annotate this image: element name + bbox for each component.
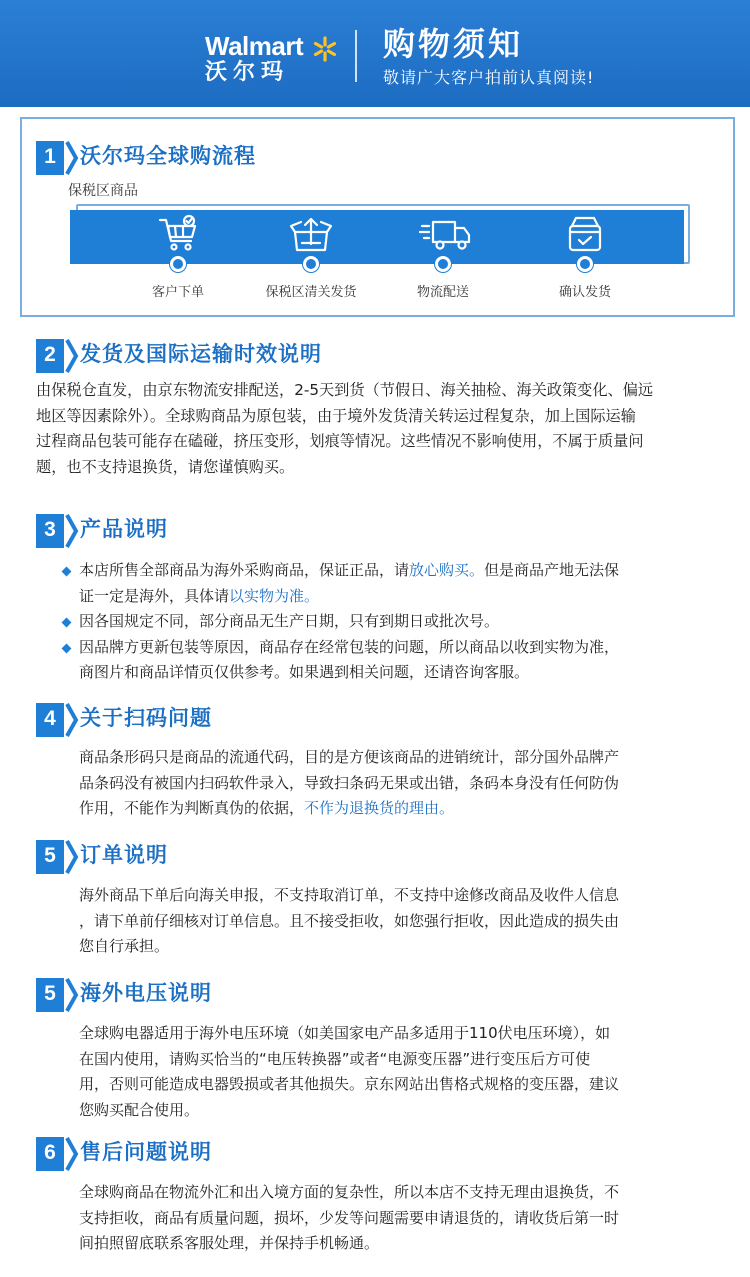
text-line: 全球购电器适用于海外电压环境（如美国家电产品多适用于110伏电压环境），如	[79, 1024, 611, 1042]
text-line: 间拍照留底联系客服处理，并保持手机畅通。	[79, 1234, 380, 1252]
section-number: 1	[44, 145, 56, 168]
section-title: 产品说明	[80, 517, 168, 541]
header-title-box	[383, 24, 594, 90]
bullet-item	[79, 609, 729, 635]
flow-step-label: 保税区清关发货	[265, 285, 357, 300]
page-header	[0, 0, 750, 107]
text-line: 您自行承担。	[79, 937, 170, 955]
package-check-icon	[563, 214, 607, 254]
walmart-spark-icon	[312, 36, 338, 62]
walmart-logo	[205, 33, 303, 85]
text-line: 品条码没有被国内扫码软件录入，导致扫条码无果或出错，条码本身没有任何防伪	[79, 773, 620, 792]
highlight-text: 放心购买。	[409, 561, 485, 579]
bullet-item	[79, 558, 729, 609]
shipping-paragraph	[36, 378, 726, 480]
brand-cn: 沃尔玛	[205, 60, 290, 85]
text-line: 因品牌方更新包装等原因，商品存在经常包装的问题，所以商品以收到实物为准，	[79, 637, 620, 656]
box-upload-icon	[289, 214, 333, 254]
header-divider	[355, 30, 357, 82]
brand-en: Walmart	[205, 31, 304, 61]
text-line: 因各国规定不同，部分商品无生产日期，只有到期日或批次号。	[79, 612, 500, 630]
flow-step-dot	[577, 256, 593, 272]
highlight-text: 以实物为准。	[229, 586, 320, 605]
text-line: 过程商品包装可能存在磕碰，挤压变形，划痕等情况。这些情况不影响使用，不属于质量问	[36, 432, 644, 450]
bullet-item	[79, 635, 729, 686]
text-line: 您购买配合使用。	[79, 1100, 200, 1119]
after-sales-paragraph	[79, 1180, 729, 1257]
text-line: 本店所售全部商品为海外采购商品，保证正品，请放心购买。但是商品产地无法保	[79, 561, 620, 579]
text-line: ，请下单前仔细核对订单信息。且不接受拒收，如您强行拒收，因此造成的损失由	[79, 911, 620, 930]
text-line: 支持拒收，商品有质量问题，损坏，少发等问题需要申请退货的，请收货后第一时	[79, 1208, 620, 1227]
text-line: 由保税仓直发，由京东物流安排配送，2-5天到货（节假日、海关抽检、海关政策变化、偏远	[36, 381, 654, 399]
section-number: 6	[44, 1141, 56, 1164]
text-line: 用，否则可能造成电器毁损或者其他损失。京东网站出售格式规格的变压器，建议	[79, 1075, 620, 1093]
text-line: 作用，不能作为判断真伪的依据，不作为退换货的理由。	[79, 799, 455, 817]
text-line: 题，也不支持退换货，请您谨慎购买。	[36, 457, 295, 476]
bonded-goods-label: 保税区商品	[68, 183, 138, 199]
section-title: 海外电压说明	[80, 981, 212, 1005]
cart-icon	[157, 214, 201, 254]
truck-icon	[419, 214, 473, 254]
bullet-diamond-icon	[62, 618, 72, 628]
section-title: 售后问题说明	[80, 1140, 212, 1164]
flow-step-label: 客户下单	[151, 285, 205, 300]
flow-step-label: 物流配送	[416, 285, 470, 300]
section-title: 发货及国际运输时效说明	[80, 342, 322, 366]
bullet-diamond-icon	[62, 567, 72, 577]
highlight-text: 不作为退换货的理由。	[304, 799, 455, 817]
product-notes	[79, 558, 729, 686]
flow-step-dot	[303, 256, 319, 272]
section-number: 3	[44, 518, 56, 541]
flow-step-dot	[170, 256, 186, 272]
bullet-diamond-icon	[62, 643, 72, 653]
section-title: 关于扫码问题	[80, 706, 212, 730]
page-subtitle: 敬请广大客户拍前认真阅读!	[383, 68, 595, 87]
voltage-paragraph	[79, 1021, 729, 1123]
section-title: 沃尔玛全球购流程	[80, 144, 256, 168]
text-line: 商图片和商品详情页仅供参考。如果遇到相关问题，还请咨询客服。	[79, 663, 530, 681]
flow-step-label: 确认发货	[558, 285, 612, 300]
text-line: 全球购商品在物流外汇和出入境方面的复杂性，所以本店不支持无理由退换货，不	[79, 1183, 620, 1201]
text-line: 在国内使用，请购买恰当的“电压转换器”或者“电源变压器”进行变压后方可使	[79, 1049, 591, 1068]
text-line: 海外商品下单后向海关申报，不支持取消订单，不支持中途修改商品及收件人信息	[79, 886, 620, 904]
text-line: 证一定是海外，具体请以实物为准。	[79, 586, 320, 605]
text-line: 地区等因素除外）。全球购商品为原包装，由于境外发货清关转运过程复杂，加上国际运输	[36, 406, 636, 425]
section-number: 4	[44, 707, 56, 730]
page-title: 购物须知	[383, 25, 524, 63]
section-number: 2	[44, 343, 56, 366]
flow-step-dot	[435, 256, 451, 272]
order-paragraph	[79, 883, 729, 960]
text-line: 商品条形码只是商品的流通代码，目的是方便该商品的进销统计，部分国外品牌产	[79, 748, 620, 766]
barcode-paragraph	[79, 745, 729, 822]
section-title: 订单说明	[80, 843, 168, 867]
section-number: 5	[44, 982, 56, 1005]
section-number: 5	[44, 844, 56, 867]
